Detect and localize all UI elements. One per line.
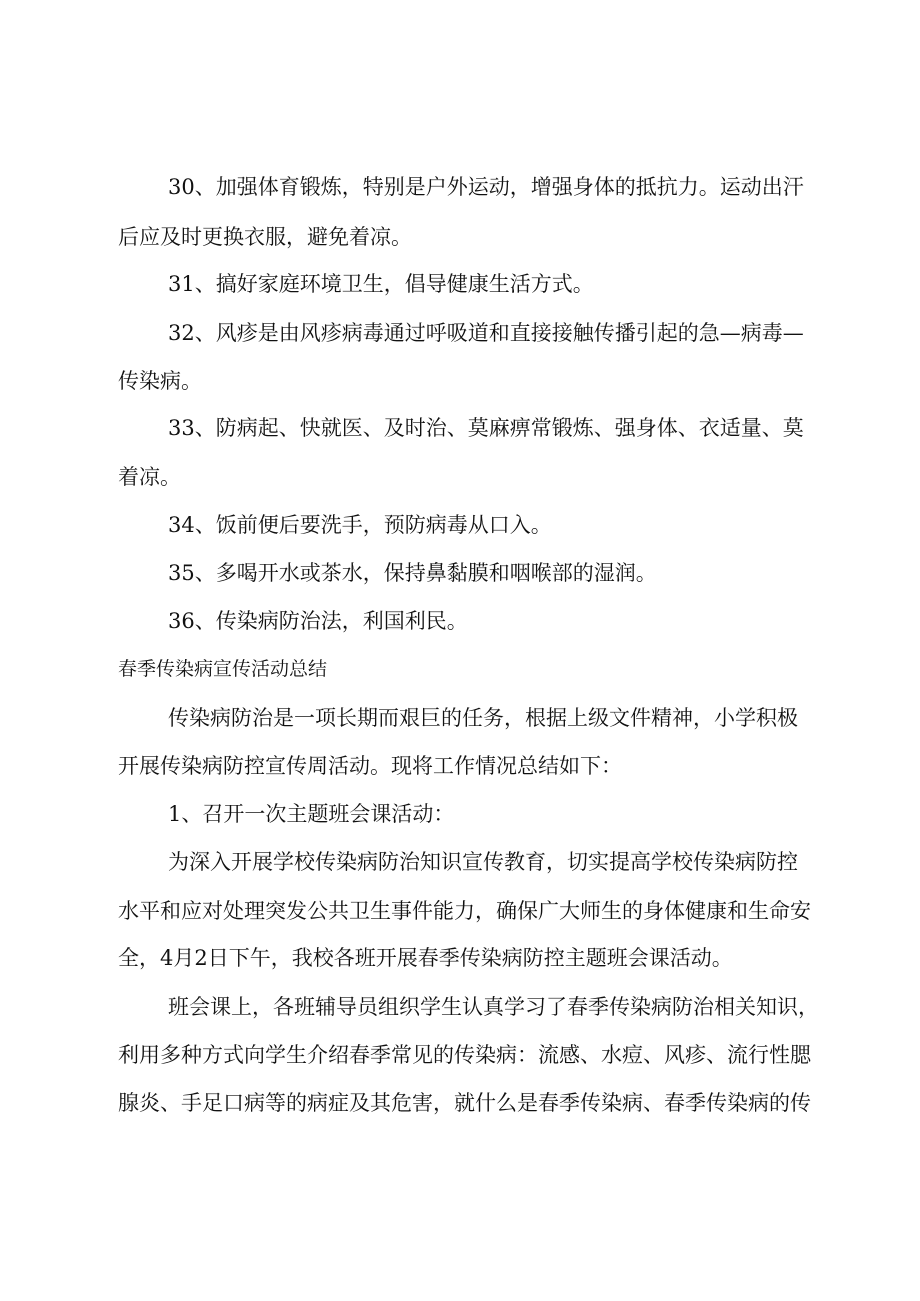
item-33-line-1: 33、防病起、快就医、及时治、莫麻痹常锻炼、强身体、衣适量、莫: [168, 416, 804, 440]
intro-line-2: 开展传染病防控宣传周活动。现将工作情况总结如下：: [118, 754, 622, 778]
para2-line-2: 利用多种方式向学生介绍春季常见的传染病：流感、水痘、风疹、流行性腮: [118, 1043, 811, 1067]
item-35-line-1: 35、多喝开水或茶水，保持鼻黏膜和咽喉部的湿润。: [168, 561, 657, 585]
para1-line-3: 全，4月2日下午，我校各班开展春季传染病防控主题班会课活动。: [118, 946, 733, 970]
item-33-line-2: 着凉。: [118, 465, 181, 489]
para1-line-1: 为深入开展学校传染病防治知识宣传教育，切实提高学校传染病防控: [168, 850, 798, 874]
item-34-line-1: 34、饭前便后要洗手，预防病毒从口入。: [168, 513, 552, 537]
section-title: 春季传染病宣传活动总结: [118, 658, 328, 680]
item-32-line-2: 传染病。: [118, 369, 202, 393]
para2-line-1: 班会课上，各班辅导员组织学生认真学习了春季传染病防治相关知识，: [168, 995, 819, 1019]
intro-line-1: 传染病防治是一项长期而艰巨的任务，根据上级文件精神，小学积极: [168, 706, 798, 730]
item-36-line-1: 36、传染病防治法，利国利民。: [168, 609, 468, 633]
para2-line-3: 腺炎、手足口病等的病症及其危害，就什么是春季传染病、春季传染病的传: [118, 1091, 811, 1115]
item-32-line-1: 32、风疹是由风疹病毒通过呼吸道和直接接触传播引起的急—病毒—: [168, 321, 804, 345]
para1-line-2: 水平和应对处理突发公共卫生事件能力，确保广大师生的身体健康和生命安: [118, 899, 811, 923]
subheading: 1、召开一次主题班会课活动：: [168, 802, 455, 826]
item-30-line-1: 30、加强体育锻炼，特别是户外运动，增强身体的抵抗力。运动出汗: [168, 175, 804, 199]
item-31-line-1: 31、搞好家庭环境卫生，倡导健康生活方式。: [168, 272, 594, 296]
item-30-line-2: 后应及时更换衣服，避免着凉。: [118, 225, 412, 249]
